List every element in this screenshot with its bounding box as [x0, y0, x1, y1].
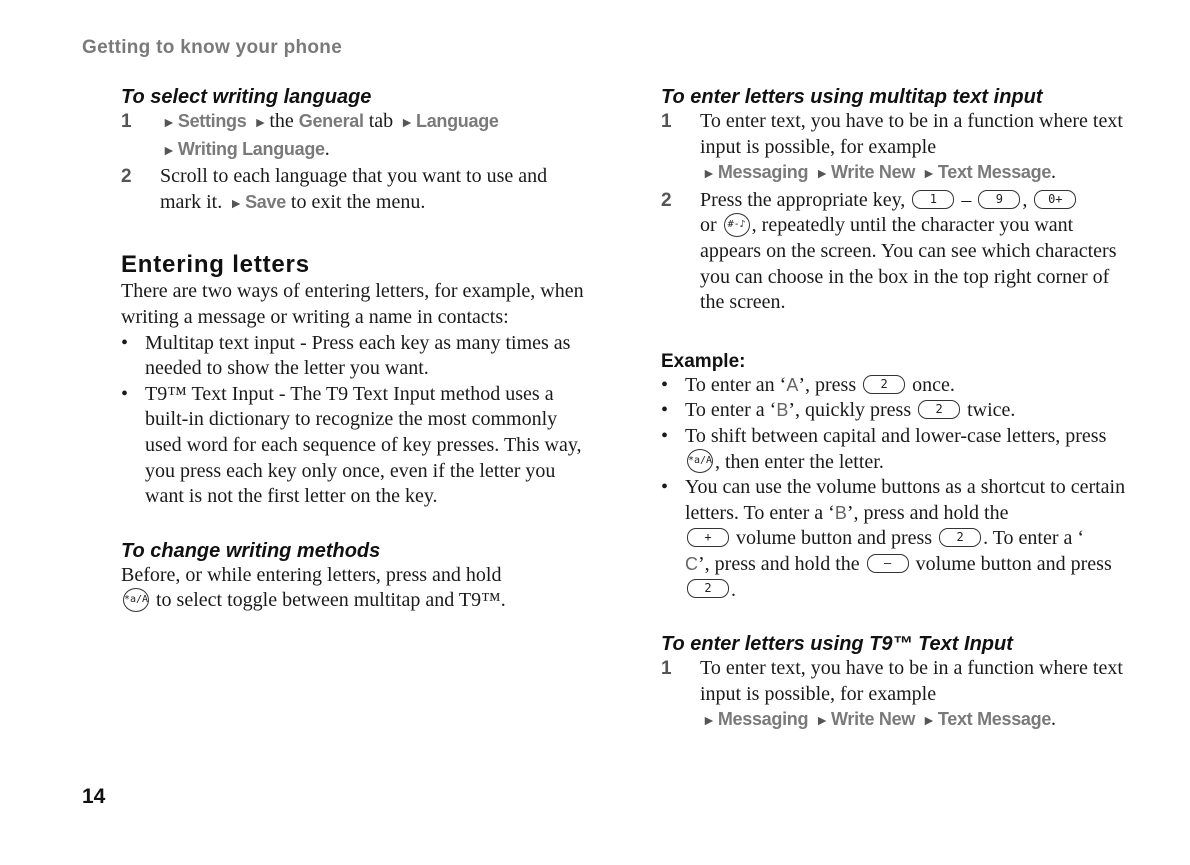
step-text-rest: , repeatedly until the character you want appears on the screen. You can see which characters you can choose in the box in the top right corner of the screen. [700, 214, 1117, 314]
step-number: 1 [121, 111, 132, 132]
menu-general: General [298, 111, 364, 131]
period: . [1051, 161, 1057, 184]
hash-key-icon: #-♪ [724, 213, 750, 237]
comma: , [1022, 188, 1028, 211]
arrow-right-icon: ► [400, 116, 414, 131]
text: To enter an ‘ [685, 373, 787, 396]
letter: A [786, 374, 799, 395]
list-item: • T9™ Text Input - The T9 Text Input method uses a built-in dictionary to recognize the most commonly used word for each sequence of key presses. This way, you press each key only once, even if the letter you want is not the first letter on the key. [121, 382, 591, 510]
arrow-right-icon: ► [922, 714, 936, 730]
text-tab: tab [368, 110, 394, 132]
arrow-right-icon: ► [815, 714, 830, 730]
multitap-heading: To enter letters using multitap text input [661, 86, 1043, 108]
key-0-icon: 0+ [1034, 190, 1076, 209]
list-item [661, 424, 1131, 475]
menu-settings: Settings [177, 111, 247, 131]
step-text [700, 188, 1131, 316]
text: . [731, 578, 736, 601]
menu-text-message: Text Message [937, 162, 1052, 183]
arrow-right-icon: ► [253, 116, 268, 131]
text: To shift between capital and lower-case letters, press [685, 424, 1107, 447]
text-or: or [700, 214, 717, 237]
key-2-icon: 2 [863, 375, 905, 394]
star-key-icon: *a/A [687, 449, 713, 473]
volume-up-key-icon: + [687, 528, 729, 547]
step-number: 1 [661, 111, 672, 132]
text: ’, press and hold the [698, 552, 860, 575]
step-number: 2 [121, 166, 132, 188]
star-key-icon: *a/A [123, 588, 149, 612]
letter: B [776, 400, 789, 421]
menu-save: Save [245, 191, 286, 212]
step-text-after: to exit the menu. [290, 190, 426, 213]
text-before: Before, or while entering letters, press and hold [121, 563, 502, 586]
menu-write-new: Write New [831, 162, 916, 183]
step-text-main: To enter text, you have to be in a function where text input is possible, for example [700, 657, 1123, 705]
step-number: 2 [661, 189, 672, 211]
arrow-right-icon: ► [162, 116, 176, 131]
text: twice. [967, 399, 1016, 422]
list-item [661, 475, 1131, 603]
menu-language: Language [416, 111, 499, 131]
step-text [700, 109, 1131, 188]
text: You can use the volume buttons as a shortcut to certain letters. To enter a ‘ [685, 476, 1126, 524]
t9-step-1 [661, 656, 1131, 735]
text: ’, quickly press [788, 399, 912, 422]
example-heading: Example: [661, 350, 746, 372]
key-1-icon: 1 [912, 190, 954, 209]
letter: B [834, 502, 847, 523]
text: , then enter the letter. [715, 450, 884, 473]
menu-messaging: Messaging [717, 162, 809, 183]
period: . [324, 137, 330, 160]
step-text-main: Scroll to each language that you want to use and mark it. [160, 165, 548, 213]
period: . [1051, 708, 1057, 731]
menu-text-message: Text Message [937, 709, 1052, 730]
step-text [160, 109, 591, 164]
change-methods-heading: To change writing methods [121, 539, 381, 562]
text: To enter a ‘ [685, 399, 777, 422]
step-text [700, 656, 1131, 735]
text: ’, press [798, 373, 857, 396]
step-text-main: To enter text, you have to be in a function where text input is possible, for example [700, 110, 1123, 158]
text-the: the [269, 110, 294, 132]
arrow-right-icon: ► [922, 167, 936, 183]
right-column [661, 86, 1131, 735]
select-language-heading: To select writing language [121, 86, 372, 108]
menu-messaging: Messaging [717, 709, 809, 730]
key-9-icon: 9 [978, 190, 1020, 209]
t9-heading: To enter letters using T9™ Text Input [661, 633, 1013, 656]
text: once. [912, 373, 955, 396]
multitap-step-2 [661, 188, 1131, 316]
text: volume button and press [915, 552, 1112, 575]
entering-letters-intro: There are two ways of entering letters, for example, when writing a message or writing a name in contacts: [121, 280, 584, 328]
key-2-icon: 2 [687, 579, 729, 598]
list-item [661, 373, 1131, 399]
list-item: • Multitap text input - Press each key as many times as needed to show the letter you want. [121, 331, 591, 382]
left-column [121, 86, 591, 614]
entering-methods-list [121, 331, 591, 510]
letter: C [685, 553, 698, 574]
text: . To enter a ‘ [983, 527, 1085, 550]
key-2-icon: 2 [918, 400, 960, 419]
text: ’, press and hold the [846, 501, 1009, 524]
example-list [661, 373, 1131, 603]
multitap-step-1 [661, 109, 1131, 188]
text: volume button and press [736, 527, 933, 550]
menu-writing-language: Writing Language [177, 138, 325, 159]
step-number: 1 [661, 658, 672, 680]
select-language-step-2 [121, 164, 591, 217]
dash: – [961, 188, 972, 211]
select-language-step-1 [121, 109, 591, 164]
arrow-right-icon: ► [229, 196, 244, 212]
volume-down-key-icon: – [867, 554, 909, 573]
key-2-icon: 2 [939, 528, 981, 547]
arrow-right-icon: ► [162, 143, 176, 159]
text-press: Press the appropriate key, [700, 188, 906, 211]
entering-letters-heading: Entering letters [121, 251, 310, 279]
change-methods-text [121, 563, 591, 614]
arrow-right-icon: ► [702, 167, 716, 183]
list-item [661, 398, 1131, 424]
menu-write-new: Write New [831, 709, 916, 730]
arrow-right-icon: ► [815, 167, 830, 183]
running-header: Getting to know your phone [82, 37, 343, 58]
text-after: to select toggle between multitap and T9™. [156, 589, 506, 612]
arrow-right-icon: ► [702, 714, 716, 730]
step-text [160, 164, 591, 217]
page-number: 14 [82, 785, 106, 808]
